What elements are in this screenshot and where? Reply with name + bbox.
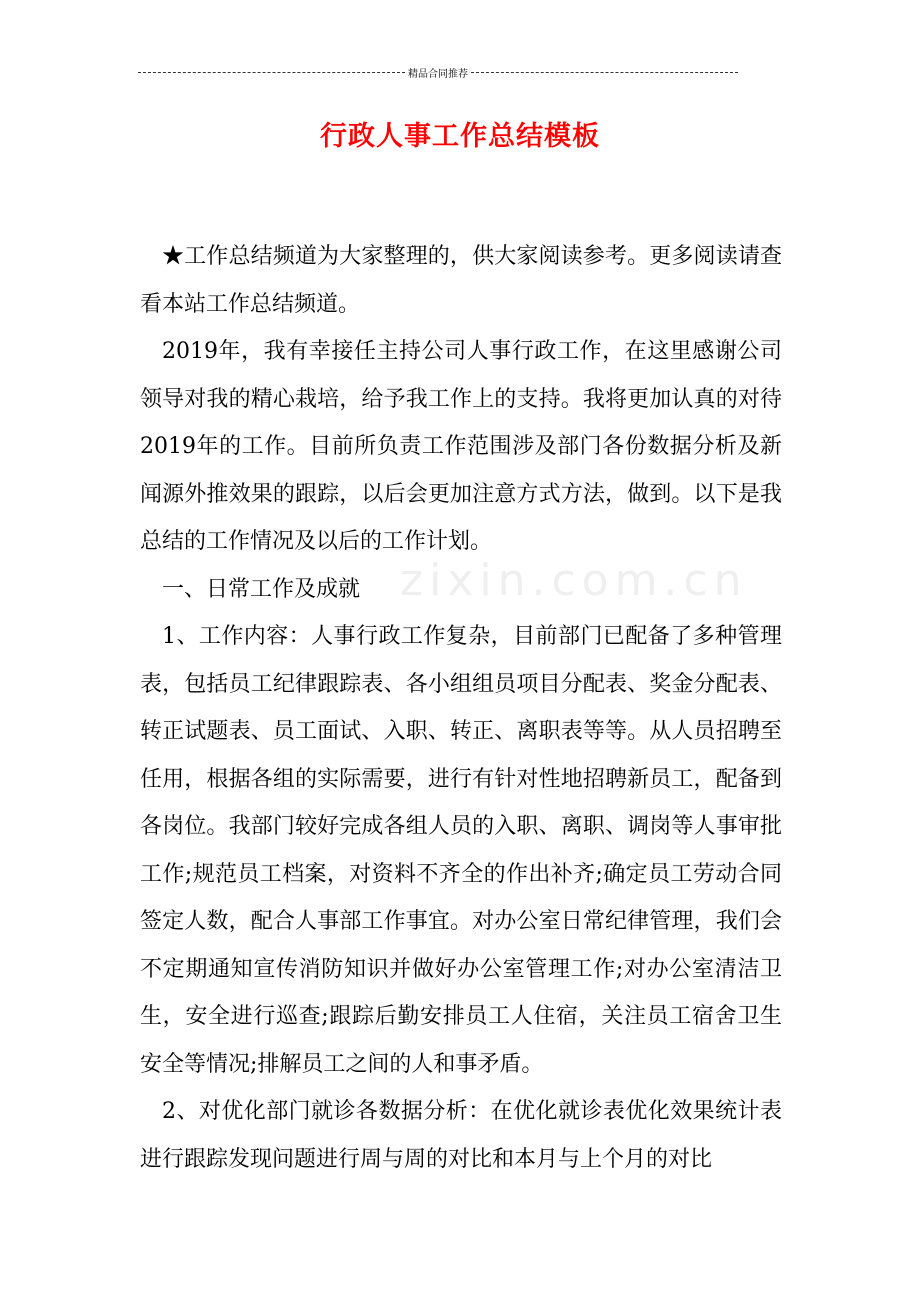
- document-body: [140, 233, 782, 1183]
- page-header: [138, 64, 738, 80]
- section-heading-daily-work: 一、日常工作及成就: [162, 576, 361, 602]
- header-label: 精品合同推荐: [408, 68, 468, 80]
- header-dash-left: [138, 72, 405, 73]
- document-title: 行政人事工作总结模板: [320, 121, 600, 152]
- paragraph-intro: ★工作总结频道为大家整理的，供大家阅读参考。更多阅读请查看本站工作总结频道。: [140, 244, 782, 317]
- paragraph-opening: 2019年，我有幸接任主持公司人事行政工作，在这里感谢公司领导对我的精心栽培，给予我工作上的支持。我将更加认真的对待2019年的工作。目前所负责工作范围涉及部门各份数据分析及新闻源外推效果的跟踪，以后会更加注意方式方法，做到。以下是我总结的工作情况及以后的工作计划。: [140, 339, 782, 554]
- paragraph-data-analysis: 2、对优化部门就诊各数据分析：在优化就诊表优化效果统计表进行跟踪发现问题进行周与周的对比和本月与上个月的对比: [140, 1099, 782, 1172]
- watermark: zixin.com.cn: [400, 555, 748, 606]
- paragraph-work-content: 1、工作内容：人事行政工作复杂，目前部门已配备了多种管理表，包括员工纪律跟踪表、各小组组员项目分配表、奖金分配表、转正试题表、员工面试、入职、转正、离职表等等。从人员招聘至任用，根据各组的实际需要，进行有针对性地招聘新员工，配备到各岗位。我部门较好完成各组人员的入职、离职、调岗等人事审批工作;规范员工档案，对资料不齐全的作出补齐;确定员工劳动合同签定人数，配合人事部工作事宜。对办公室日常纪律管理，我们会不定期通知宣传消防知识并做好办公室管理工作;对办公室清洁卫生，安全进行巡查;跟踪后勤安排员工人住宿，关注员工宿舍卫生安全等情况;排解员工之间的人和事矛盾。: [140, 624, 782, 1077]
- header-dash-right: [471, 72, 738, 73]
